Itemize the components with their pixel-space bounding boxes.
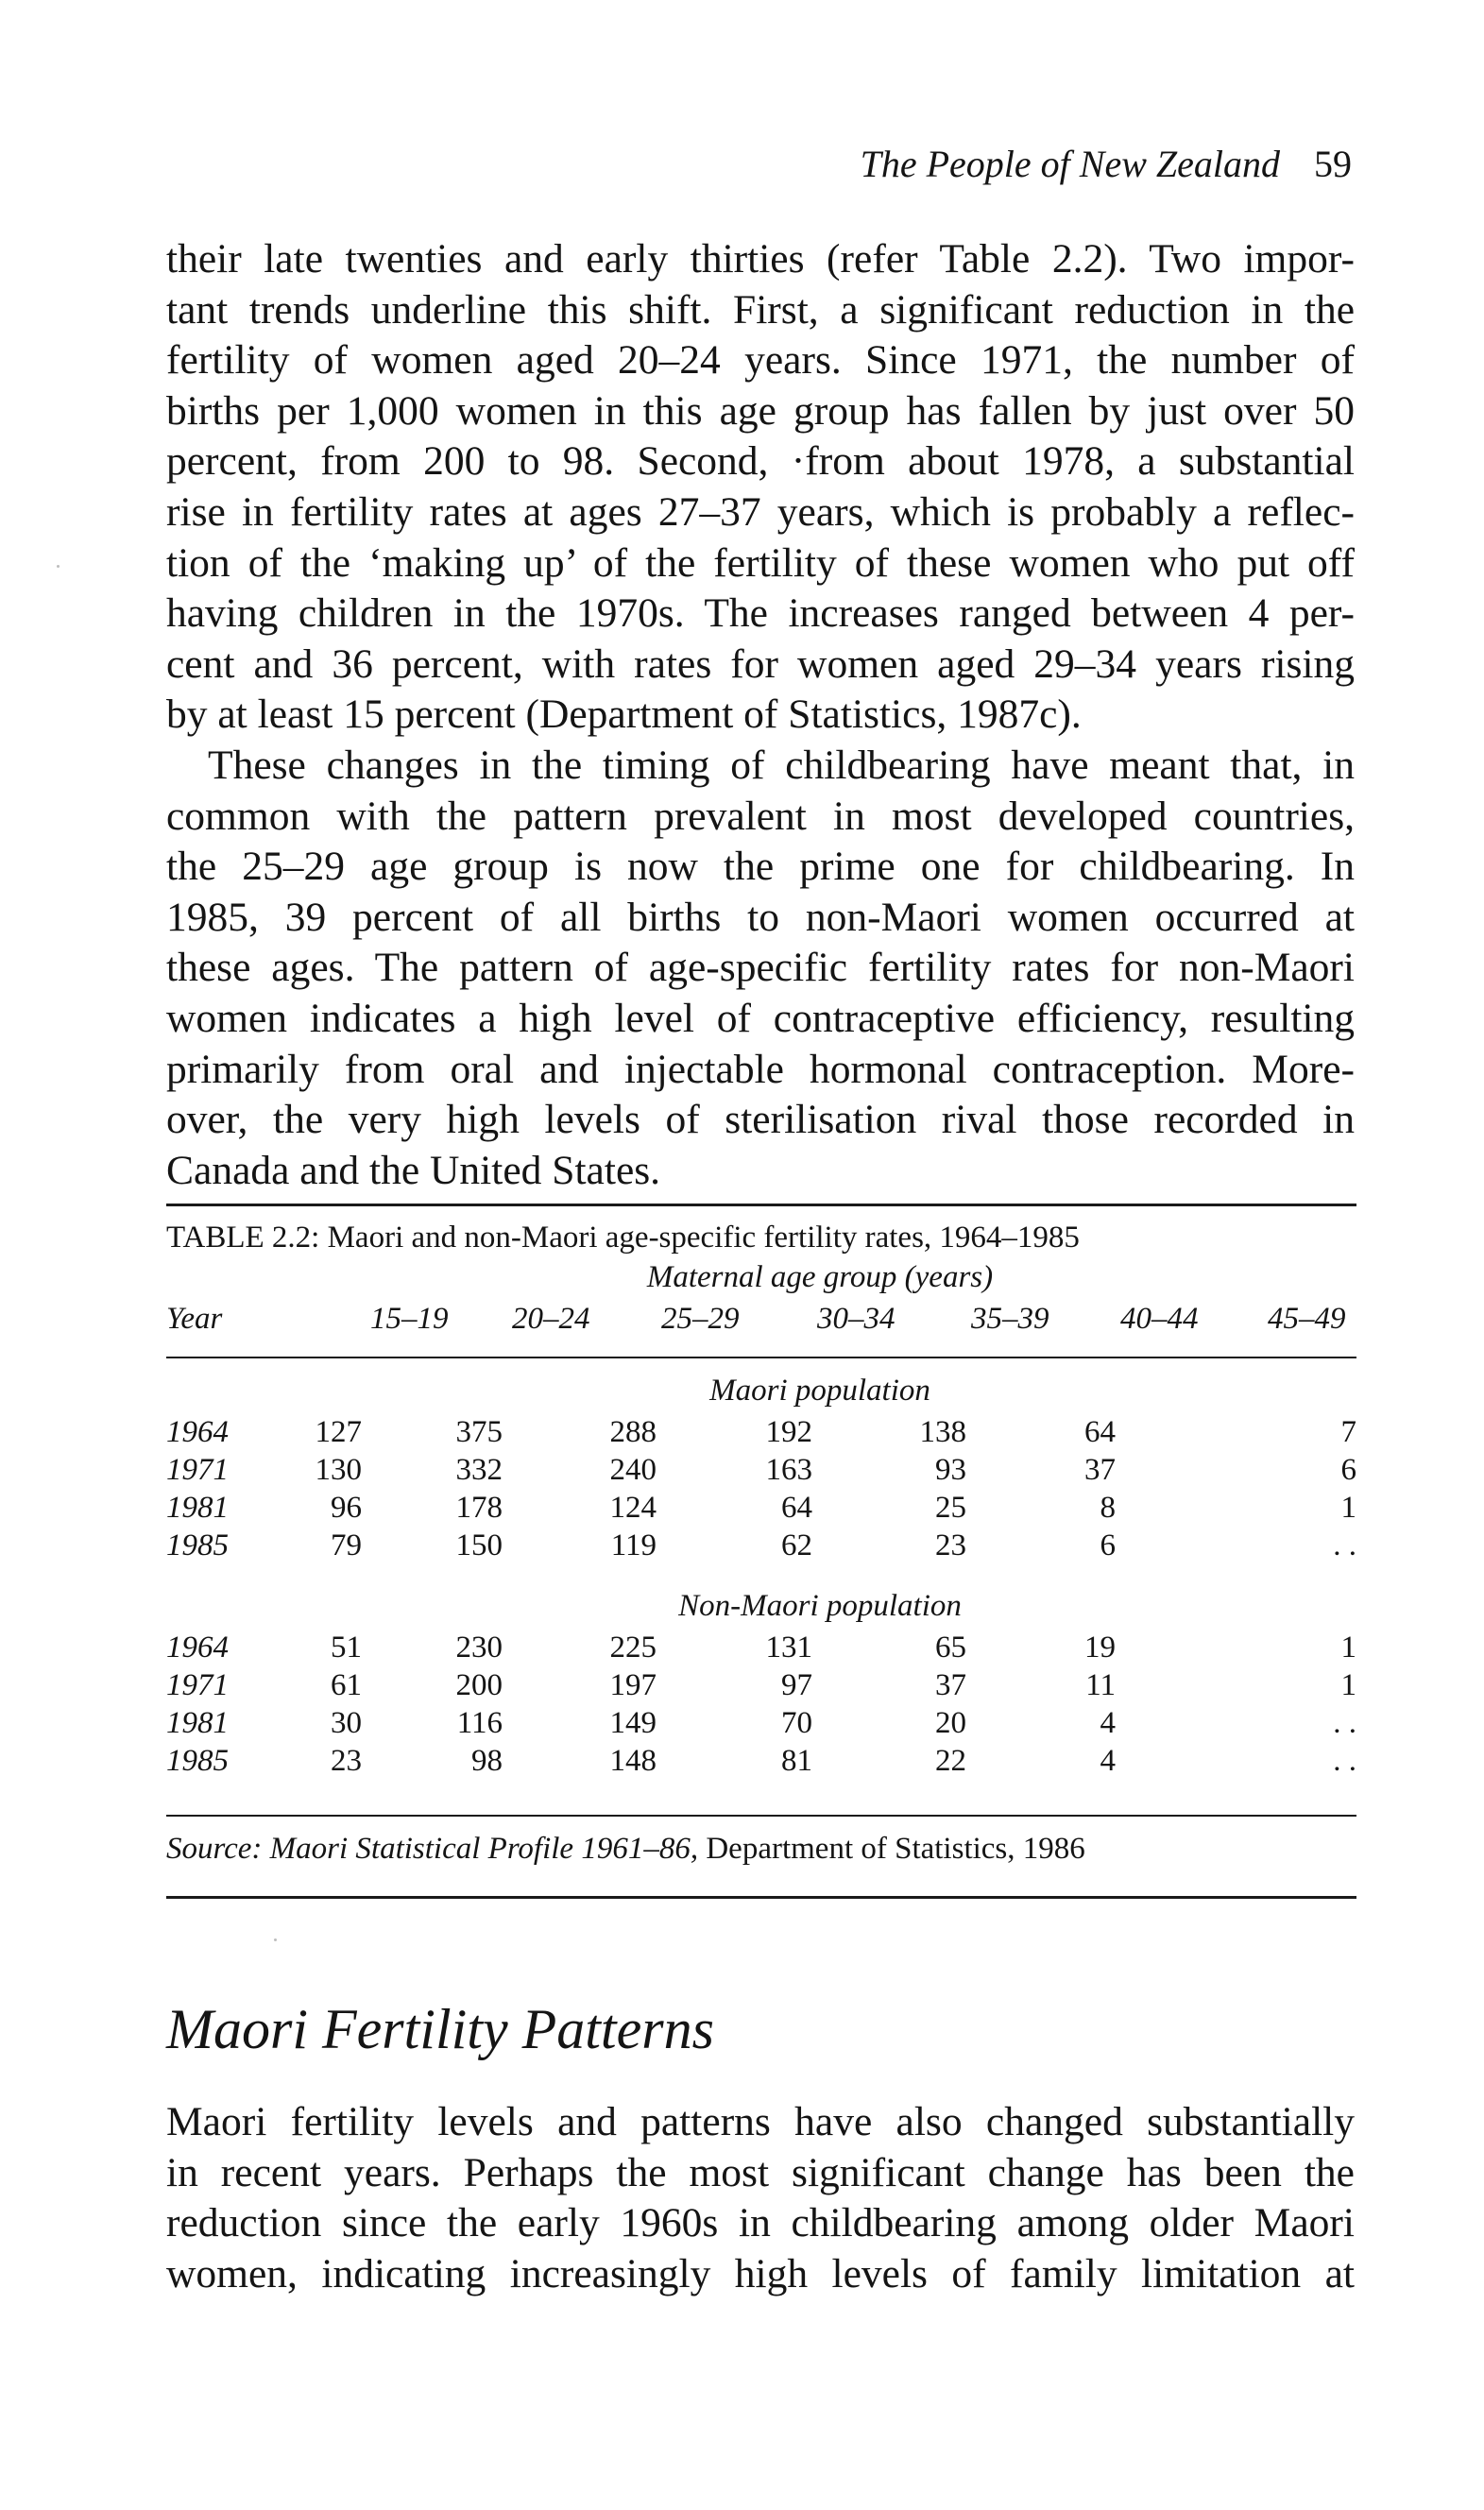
table-cell: 119 (610, 1528, 657, 1562)
text-line: tant trends underline this shift. First, a significant reduction in the (166, 286, 1355, 333)
table-cell: 7 (1340, 1415, 1356, 1449)
text-line: their late twenties and early thirties (refer Table 2.2). Two impor- (166, 236, 1355, 282)
paragraph-1 (166, 234, 1355, 741)
table-cell: 150 (455, 1528, 503, 1562)
text-line: fertility of women aged 20–24 years. Since 1971, the number of (166, 337, 1355, 384)
table-cell: . . (1333, 1528, 1356, 1562)
column-header: 25–29 (661, 1302, 740, 1336)
table-cell: 1 (1340, 1631, 1356, 1665)
table-source (166, 1830, 1085, 1868)
text-line: these ages. The pattern of age-specific fertility rates for non-Maori (166, 945, 1355, 991)
table-cell: 240 (609, 1453, 657, 1487)
paragraph-2 (166, 741, 1355, 1196)
table-top-rule (166, 1204, 1356, 1206)
table-cell: 11 (1085, 1668, 1116, 1702)
table-cell: 163 (765, 1453, 812, 1487)
table-cell: 65 (935, 1631, 966, 1665)
table-cell: 130 (315, 1453, 362, 1487)
table-cell: 138 (919, 1415, 966, 1449)
table-cell: 19 (1084, 1631, 1116, 1665)
table-cell: 1 (1340, 1491, 1356, 1525)
column-header: 35–39 (971, 1302, 1049, 1336)
table-cell: 62 (781, 1528, 812, 1562)
text-line: common with the pattern prevalent in most developed countries, (166, 793, 1355, 839)
row-year: 1971 (166, 1668, 229, 1702)
table-cell: 96 (331, 1491, 362, 1525)
running-header (861, 142, 1352, 187)
table-row (166, 1629, 1356, 1666)
table-cell: 70 (781, 1706, 812, 1740)
section-paragraph (166, 2097, 1355, 2299)
text-line: by at least 15 percent (Department of Statistics, 1987c). (166, 692, 1082, 738)
text-line: These changes in the timing of childbearing have meant that, in (208, 743, 1355, 788)
row-year: 1985 (166, 1744, 229, 1778)
table-cell: 288 (609, 1415, 657, 1449)
column-header-year: Year (166, 1302, 223, 1336)
table-cell: 30 (331, 1706, 362, 1740)
table-cell: . . (1333, 1706, 1356, 1740)
text-line: percent, from 200 to 98. Second, ·from about 1978, a substantial (166, 438, 1355, 485)
scan-speck (57, 565, 60, 568)
group-label-non-maori: Non-Maori population (678, 1589, 962, 1623)
text-line: cent and 36 percent, with rates for women aged 29–34 years rising (166, 640, 1355, 687)
text-line: rise in fertility rates at ages 27–37 years, which is probably a reflec- (166, 488, 1355, 535)
table-cell: 192 (765, 1415, 812, 1449)
column-header: 45–49 (1268, 1302, 1346, 1336)
table-cell: 178 (455, 1491, 503, 1525)
text-line: over, the very high levels of sterilisation rival those recorded in (166, 1097, 1355, 1143)
table-bottom-rule (166, 1815, 1356, 1817)
text-line: 1985, 39 percent of all births to non-Maori women occurred at (166, 894, 1355, 940)
table-cell: 4 (1100, 1706, 1116, 1740)
table-cell: 8 (1100, 1491, 1116, 1525)
table-header-rule (166, 1357, 1356, 1358)
group-label-maori: Maori population (709, 1374, 930, 1408)
table-cell: 6 (1340, 1453, 1356, 1487)
row-year: 1981 (166, 1706, 229, 1740)
table-row (166, 1489, 1356, 1527)
text-line: in recent years. Perhaps the most significant change has been the (166, 2149, 1355, 2195)
table-row (166, 1704, 1356, 1742)
row-year: 1964 (166, 1415, 229, 1449)
table-row (166, 1666, 1356, 1704)
table-cell: 4 (1100, 1744, 1116, 1778)
column-header: 20–24 (512, 1302, 590, 1336)
table-cell: 93 (935, 1453, 966, 1487)
table-cell: 375 (455, 1415, 503, 1449)
source-label: Source: (166, 1832, 263, 1866)
row-year: 1964 (166, 1631, 229, 1665)
text-line: primarily from oral and injectable hormonal contraception. More- (166, 1046, 1355, 1092)
table-cell: 23 (935, 1528, 966, 1562)
table-cell: 131 (765, 1631, 812, 1665)
table-row (166, 1742, 1356, 1780)
table-cell: 81 (781, 1744, 812, 1778)
row-year: 1981 (166, 1491, 229, 1525)
table-caption: TABLE 2.2: Maori and non-Maori age-specific fertility rates, 1964–1985 (166, 1221, 1080, 1255)
text-line: tion of the ‘making up’ of the fertility of these women who put off (166, 539, 1355, 586)
table-cell: 97 (781, 1668, 812, 1702)
text-line: the 25–29 age group is now the prime one for childbearing. In (166, 844, 1355, 890)
text-line: having children in the 1970s. The increases ranged between 4 per- (166, 590, 1355, 637)
text-line: Canada and the United States. (166, 1147, 661, 1193)
table-closing-rule (166, 1896, 1356, 1899)
table-cell: 20 (935, 1706, 966, 1740)
table-cell: 1 (1340, 1668, 1356, 1702)
table-row (166, 1527, 1356, 1564)
table-cell: 22 (935, 1744, 966, 1778)
column-header: 30–34 (817, 1302, 896, 1336)
table-cell: 197 (609, 1668, 657, 1702)
table-cell: 37 (935, 1668, 966, 1702)
scan-speck (274, 1938, 277, 1941)
table-cell: . . (1333, 1744, 1356, 1778)
table-cell: 332 (455, 1453, 503, 1487)
text-line: births per 1,000 women in this age group has fallen by just over 50 (166, 387, 1355, 434)
row-year: 1971 (166, 1453, 229, 1487)
text-line: women indicates a high level of contraceptive efficiency, resulting (166, 995, 1355, 1041)
table-cell: 124 (609, 1491, 657, 1525)
column-header: 15–19 (370, 1302, 449, 1336)
table-cell: 149 (609, 1706, 657, 1740)
page-number: 59 (1314, 143, 1352, 185)
row-year: 1985 (166, 1528, 229, 1562)
table-cell: 37 (1084, 1453, 1116, 1487)
table-cell: 230 (455, 1631, 503, 1665)
column-header: 40–44 (1120, 1302, 1199, 1336)
table-cell: 25 (935, 1491, 966, 1525)
table-cell: 79 (331, 1528, 362, 1562)
table-row (166, 1451, 1356, 1489)
table-cell: 61 (331, 1668, 362, 1702)
text-line: Maori fertility levels and patterns have also changed substantially (166, 2099, 1355, 2144)
table-cell: 64 (1084, 1415, 1116, 1449)
source-title: Maori Statistical Profile 1961–86, (269, 1832, 699, 1866)
table-cell: 148 (609, 1744, 657, 1778)
source-publisher: Department of Statistics, 1986 (706, 1832, 1085, 1866)
table-row (166, 1413, 1356, 1451)
table-cell: 23 (331, 1744, 362, 1778)
table-cell: 6 (1100, 1528, 1116, 1562)
table-span-header: Maternal age group (years) (646, 1260, 994, 1294)
table-cell: 116 (456, 1706, 503, 1740)
running-header-title: The People of New Zealand (860, 143, 1280, 185)
table-cell: 127 (315, 1415, 362, 1449)
section-heading: Maori Fertility Patterns (166, 1998, 714, 2060)
text-line: reduction since the early 1960s in childbearing among older Maori (166, 2200, 1355, 2246)
table-cell: 51 (331, 1631, 362, 1665)
text-line: women, indicating increasingly high levels of family limitation at (166, 2250, 1355, 2297)
table-cell: 98 (471, 1744, 503, 1778)
table-cell: 200 (455, 1668, 503, 1702)
table-cell: 64 (781, 1491, 812, 1525)
table-cell: 225 (609, 1631, 657, 1665)
